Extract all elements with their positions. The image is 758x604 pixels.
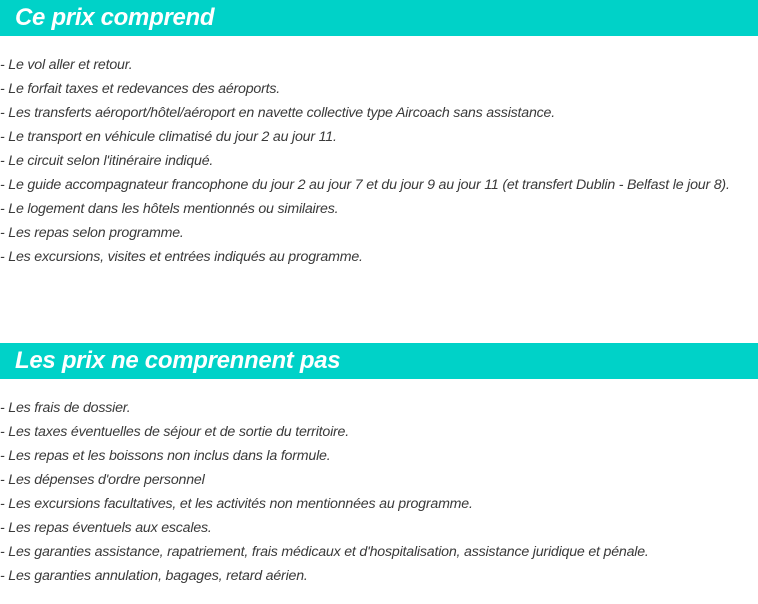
price-includes-section [0, 0, 758, 269]
list-item: - Le vol aller et retour. [0, 57, 133, 73]
list-item: - Les excursions facultatives, et les activités non mentionnées au programme. [0, 496, 473, 512]
list-item: - Les repas et les boissons non inclus dans la formule. [0, 448, 331, 464]
list-item: - Les taxes éventuelles de séjour et de sortie du territoire. [0, 424, 349, 440]
price-excludes-section [0, 343, 758, 588]
list-item: - Les excursions, visites et entrées indiqués au programme. [0, 249, 363, 265]
list-item: - Les garanties annulation, bagages, retard aérien. [0, 568, 308, 584]
list-item: - Les garanties assistance, rapatriement, frais médicaux et d'hospitalisation, assistance juridique et pénale. [0, 544, 649, 560]
list-item: - Le guide accompagnateur francophone du jour 2 au jour 7 et du jour 9 au jour 11 (et transfert Dublin - Belfast le jour 8). [0, 177, 730, 193]
section-title-includes: Ce prix comprend [0, 0, 758, 36]
list-item: - Le transport en véhicule climatisé du jour 2 au jour 11. [0, 129, 337, 145]
list-item: - Le logement dans les hôtels mentionnés ou similaires. [0, 201, 339, 217]
section-title-excludes: Les prix ne comprennent pas [0, 343, 758, 379]
list-item: - Les repas selon programme. [0, 225, 184, 241]
list-item: - Les repas éventuels aux escales. [0, 520, 212, 536]
list-item: - Le circuit selon l'itinéraire indiqué. [0, 153, 214, 169]
includes-list [0, 53, 758, 269]
list-item: - Le forfait taxes et redevances des aéroports. [0, 81, 281, 97]
list-item: - Les dépenses d'ordre personnel [0, 472, 205, 488]
excludes-list [0, 396, 758, 588]
list-item: - Les frais de dossier. [0, 400, 131, 416]
list-item: - Les transferts aéroport/hôtel/aéroport en navette collective type Aircoach sans assistance. [0, 105, 555, 121]
